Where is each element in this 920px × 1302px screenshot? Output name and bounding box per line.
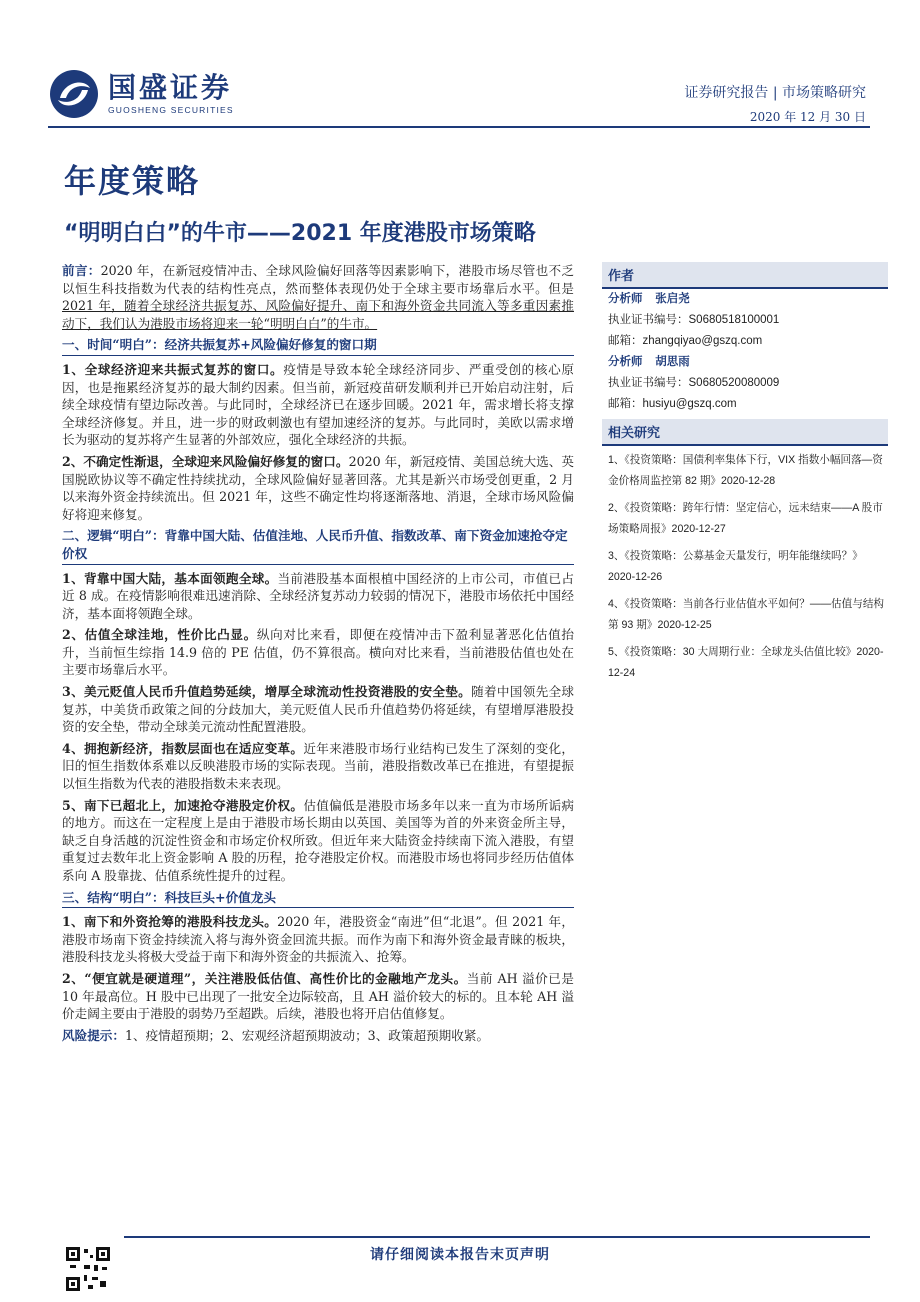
author-block: 分析师 张启尧 执业证书编号：S0680518100001 邮箱：zhangqiyao@gszq.com (608, 293, 780, 347)
author-name: 张启尧 (655, 293, 690, 305)
related-item[interactable]: 4、《投资策略：当前各行业估值水平如何？——估值与结构第 93 期》2020-12-25 (608, 598, 885, 631)
author-email-link[interactable]: husiyu@gszq.com (642, 398, 737, 410)
footer-divider (124, 1236, 870, 1238)
intro-text-a: 2020 年，在新冠疫情冲击、全球风险偏好回落等因素影响下，港股市场尽管也不乏以恒生科技指数为代表的结构性亮点，然而整体表现仍处于全球主要市场靠后水平。但是 (62, 263, 574, 296)
section-item: 1、南下和外资抢筹的港股科技龙头。2020 年，港股资金“南进”但“北退”。但 2021 年，港股市场南下资金持续流入将与海外资金回流共振。而作为南下和海外资金最青睐的板块，港股科技龙头将极大受益于南下和海外资金的共振流入、抢筹。 (62, 914, 574, 965)
qr-code-icon (66, 1247, 110, 1291)
report-type: 证券研究报告 | 市场策略研究 (684, 85, 866, 101)
brand-name: 国盛证券 (108, 71, 233, 104)
intro-text-b: 2021 年，随着全球经济共振复苏、风险偏好提升、南下和海外资金共同流入等多重因素推动下，我们认为港股市场将迎来一轮“明明白白”的牛市。 (62, 298, 574, 331)
section-item: 5、南下已超北上，加速抢夺港股定价权。估值偏低是港股市场多年以来一直为市场所诟病的地方。而这在一定程度上是由于港股市场长期由以英国、美国等为首的外来资金所主导，缺乏自身活越的沉淀性资金和市场定价权所致。但近年来大陆资金持续南下流入港股，有望重复过去数年北上资金影响 A 股的历程，抢夺港股定价权。而港股市场也将同步经历估值体系向 A 股靠拢、估值系统性提升的过程。 (62, 797, 575, 883)
author-email-link[interactable]: zhangqiyao@gszq.com (642, 335, 763, 347)
main-content (62, 262, 574, 1048)
related-item[interactable]: 3、《投资策略：公募基金天量发行，明年能继续吗？》2020-12-26 (608, 550, 863, 583)
report-headline: “明明白白”的牛市——2021 年度港股市场策略 (64, 221, 536, 246)
author-name: 胡思雨 (655, 356, 690, 368)
author-cert: S0680520080009 (688, 377, 780, 389)
brand-logo (48, 68, 234, 120)
section-heading: 一、时间“明白”：经济共振复苏+风险偏好修复的窗口期 (62, 336, 574, 356)
related-item[interactable]: 5、《投资策略：30 大周期行业：全球龙头估值比较》2020-12-24 (608, 646, 884, 679)
section-item: 4、拥抱新经济，指数层面也在适应变革。近年来港股市场行业结构已发生了深刻的变化，旧的恒生指数体系难以反映港股市场的实际表现。当前，港股指数改革已在推进，有望提振以恒生指数为代表的港股指数未来表现。 (62, 740, 575, 792)
risk-text: 1、疫情超预期；2、宏观经济超预期波动；3、政策超预期收紧。 (124, 1027, 490, 1043)
section-item: 1、背靠中国大陆，基本面领跑全球。当前港股基本面根植中国经济的上市公司，市值已占近 8 成。在疫情影响很难迅速消除、全球经济复苏动力较弱的情况下，港股市场依托中国经济，基本面将领跑全球。 (62, 570, 575, 621)
authors-heading: 作者 (602, 262, 888, 289)
brand-logo-icon (48, 68, 100, 120)
disclaimer-note: 请仔细阅读本报告末页声明 (370, 1247, 550, 1263)
related-item[interactable]: 1、《投资策略：国债利率集体下行，VIX 指数小幅回落—资金价格周监控第 82 期》2020-12-28 (608, 454, 883, 487)
risk-label: 风险提示： (62, 1027, 125, 1043)
section-item: 1、全球经济迎来共振式复苏的窗口。疫情是导致本轮全球经济同步、严重受创的核心原因，也是拖累经济复苏的最大制约因素。但当前，新冠疫苗研发顺利并已开始启动注射，后续全球疫情有望边际改善。与此同时，全球经济已在逐步回暖。2021 年，需求增长将支撑全球经济修复。并且，进一步的财政刺激也有望加速经济的复苏。与此同时，美欧以需求增长为驱动的复苏将产生显著的外部效应，强化全球经济的共振。 (62, 361, 575, 448)
related-list (602, 450, 888, 684)
intro-label: 前言： (62, 263, 101, 278)
report-category: 年度策略 (64, 162, 201, 200)
author-cert: S0680518100001 (688, 314, 780, 326)
section-item: 2、“便宜就是硬道理”，关注港股低估值、高性价比的金融地产龙头。当前 AH 溢价已是 10 年最高位。H 股中已出现了一批安全边际较高，且 AH 溢价较大的标的。且本轮 AH 溢价走阔主要由于港股的弱势乃至超跌。后续，港股也将开启估值修复。 (62, 970, 574, 1022)
section-item: 2、估值全球洼地，性价比凸显。纵向对比来看，即便在疫情冲击下盈利显著恶化估值抬升，当前恒生综指 14.9 倍的 PE 估值，仍不算很高。横向对比来看，当前港股估值也处在主要市场靠后水平。 (62, 627, 575, 678)
sidebar (602, 262, 888, 690)
section-heading: 三、结构“明白”：科技巨头+价值龙头 (62, 889, 574, 909)
intro-paragraph (62, 262, 574, 332)
related-item[interactable]: 2、《投资策略：跨年行情：坚定信心，远未结束——A 股市场策略周报》2020-12-27 (608, 502, 883, 535)
brand-name-en: GUOSHENG SECURITIES (108, 105, 234, 115)
section-heading: 二、逻辑“明白”：背靠中国大陆、估值洼地、人民币升值、指数改革、南下资金加速抢夺定价权 (62, 527, 574, 564)
section-item: 2、不确定性渐退，全球迎来风险偏好修复的窗口。2020 年，新冠疫情、美国总统大选、英国脱欧协议等不确定性持续扰动，全球风险偏好显著回落。尤其是新兴市场受创更重，2 月以来海外资金持续流出。但 2021 年，这些不确定性均将逐渐落地、消退，全球市场风险偏好将迎来修复。 (62, 453, 574, 522)
section-item: 3、美元贬值人民币升值趋势延续，增厚全球流动性投资港股的安全垫。随着中国领先全球复苏，中美货币政策之间的分歧加大，美元贬值人民币升值趋势仍将延续，有望增厚港股投资的安全垫，带动全球美元流动性配置港股。 (62, 684, 575, 735)
report-date: 2020 年 12 月 30 日 (749, 110, 866, 124)
related-heading: 相关研究 (602, 419, 888, 446)
author-block: 分析师 胡思雨 执业证书编号：S0680520080009 邮箱：husiyu@gszq.com (608, 356, 780, 410)
risk-paragraph (62, 1027, 574, 1045)
header-divider (48, 126, 870, 128)
